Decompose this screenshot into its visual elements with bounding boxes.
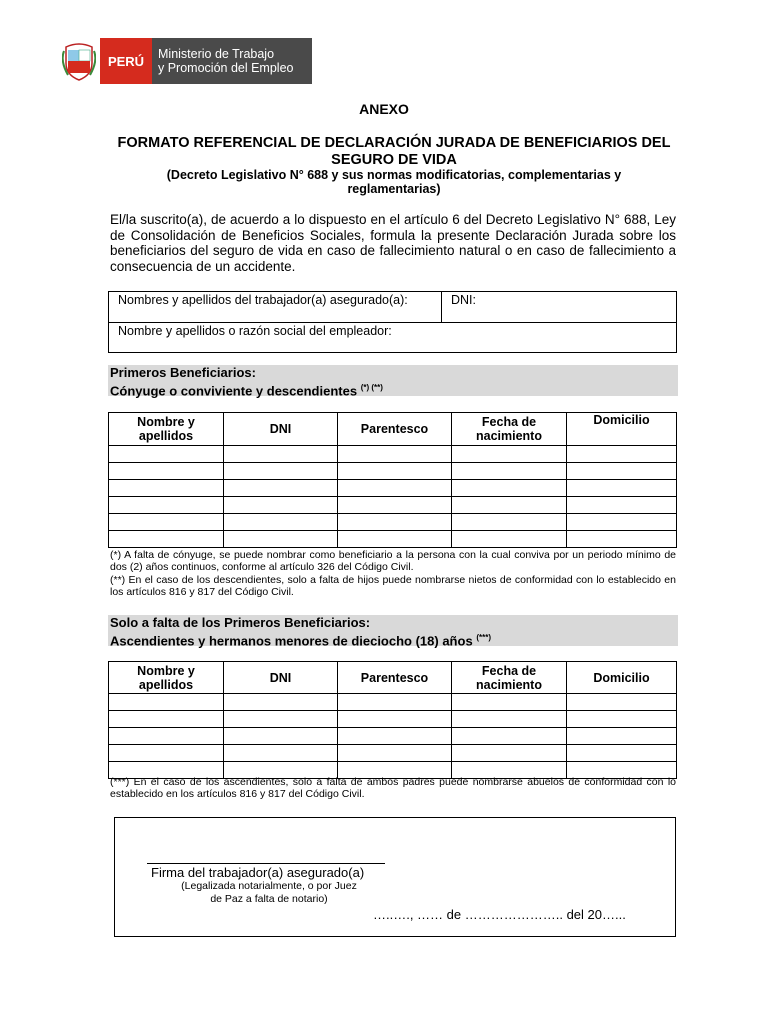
signature-label: Firma del trabajador(a) asegurado(a): [151, 865, 365, 880]
table-cell[interactable]: [338, 694, 452, 711]
ministry-name: [152, 38, 312, 84]
table-cell[interactable]: [452, 514, 567, 531]
col-name: Nombre y apellidos: [109, 662, 224, 694]
worker-dni-field[interactable]: DNI:: [442, 292, 677, 323]
table-cell[interactable]: [224, 694, 338, 711]
table-row: [109, 514, 677, 531]
ministry-header: [58, 38, 312, 84]
table-cell[interactable]: [452, 463, 567, 480]
table-cell[interactable]: [109, 480, 224, 497]
table-cell[interactable]: [224, 497, 338, 514]
table-cell[interactable]: [452, 745, 567, 762]
table-cell[interactable]: [338, 463, 452, 480]
table-cell[interactable]: [338, 745, 452, 762]
table-cell[interactable]: [224, 514, 338, 531]
table-cell[interactable]: [224, 531, 338, 548]
document-subtitle: (Decreto Legislativo N° 688 y sus normas modificatorias, complementarias y reglamentarias): [166, 168, 622, 196]
table-cell[interactable]: [109, 531, 224, 548]
annex-title: ANEXO: [359, 101, 409, 117]
col-relation: Parentesco: [338, 413, 452, 446]
peru-label: PERÚ: [100, 38, 152, 84]
table-cell[interactable]: [338, 446, 452, 463]
table-cell[interactable]: [452, 711, 567, 728]
table-row: [109, 694, 677, 711]
table-cell[interactable]: [567, 711, 677, 728]
col-name: Nombre y apellidos: [109, 413, 224, 446]
ministry-line-1: Ministerio de Trabajo: [158, 47, 275, 61]
footnote-3: (***) En el caso de los ascendientes, solo a falta de ambos padres puede nombrarse abuelos de conformidad con lo establecido en los artículos 816 y 817 del Código Civil.: [110, 776, 676, 800]
col-dni: DNI: [224, 413, 338, 446]
table-cell[interactable]: [338, 497, 452, 514]
table-row: [109, 531, 677, 548]
section-secondary-beneficiaries: [108, 615, 678, 649]
table-cell[interactable]: [567, 446, 677, 463]
intro-paragraph: El/la suscrito(a), de acuerdo a lo dispuesto en el artículo 6 del Decreto Legislativo N° 688, Ley de Consolidación de Beneficios Sociales, formula la presente Declaración Jurada sobre los beneficiarios del seguro de vida en caso de fallecimiento natural o en caso de fallecimiento a consecuencia de un accidente.: [110, 212, 676, 274]
footnote-1: (*) A falta de cónyuge, se puede nombrar como beneficiario a la persona con la cual conviva por un periodo mínimo de dos (2) años continuos, conforme al artículo 326 del Código Civil.: [110, 549, 676, 573]
col-dni: DNI: [224, 662, 338, 694]
table-cell[interactable]: [567, 728, 677, 745]
table-cell[interactable]: [338, 711, 452, 728]
table-row: [109, 711, 677, 728]
table-cell[interactable]: [452, 497, 567, 514]
section2-heading: Solo a falta de los Primeros Beneficiarios:: [110, 615, 371, 630]
date-line[interactable]: …..…., …… de ………………….. del 20…...: [373, 907, 626, 922]
table-cell[interactable]: [452, 728, 567, 745]
table-cell[interactable]: [338, 514, 452, 531]
table-cell[interactable]: [338, 531, 452, 548]
section1-heading: Primeros Beneficiarios:: [110, 365, 256, 380]
worker-name-field[interactable]: Nombres y apellidos del trabajador(a) asegurado(a):: [109, 292, 442, 323]
table-cell[interactable]: [109, 728, 224, 745]
section2-subheading: Ascendientes y hermanos menores de dieciocho (18) años (***): [110, 633, 491, 649]
table-cell[interactable]: [109, 497, 224, 514]
table-cell[interactable]: [224, 728, 338, 745]
col-birth: Fecha de nacimiento: [452, 413, 567, 446]
signature-box: [114, 817, 676, 937]
col-birth: Fecha de nacimiento: [452, 662, 567, 694]
table-cell[interactable]: [452, 480, 567, 497]
table-cell[interactable]: [338, 728, 452, 745]
section-primary-beneficiaries: [108, 365, 678, 399]
table-row: [109, 728, 677, 745]
footnote-2: (**) En el caso de los descendientes, solo a falta de hijos puede nombrarse nietos de conformidad con lo establecido en los artículos 816 y 817 del Código Civil.: [110, 574, 676, 598]
table-cell[interactable]: [109, 711, 224, 728]
table-cell[interactable]: [452, 694, 567, 711]
section1-subheading: Cónyuge o conviviente y descendientes (*) (**): [110, 383, 383, 399]
table-cell[interactable]: [109, 514, 224, 531]
table-cell[interactable]: [567, 463, 677, 480]
table-cell[interactable]: [452, 531, 567, 548]
table-cell[interactable]: [224, 480, 338, 497]
table-cell[interactable]: [109, 463, 224, 480]
table-row: [109, 745, 677, 762]
table-row: [109, 497, 677, 514]
table-cell[interactable]: [224, 745, 338, 762]
col-relation: Parentesco: [338, 662, 452, 694]
table-row: [109, 480, 677, 497]
table-cell[interactable]: [109, 745, 224, 762]
col-address: Domicilio: [567, 413, 677, 446]
table-row: [109, 463, 677, 480]
table-cell[interactable]: [567, 694, 677, 711]
signature-line[interactable]: [147, 863, 385, 864]
worker-info-table: [108, 291, 677, 353]
ministry-line-2: y Promoción del Empleo: [158, 61, 294, 75]
table-cell[interactable]: [567, 745, 677, 762]
table-row: [109, 446, 677, 463]
table-cell[interactable]: [224, 463, 338, 480]
table-cell[interactable]: [567, 480, 677, 497]
table-cell[interactable]: [452, 446, 567, 463]
coat-of-arms-icon: [58, 38, 100, 84]
employer-name-field[interactable]: Nombre y apellidos o razón social del empleador:: [109, 323, 677, 353]
table-cell[interactable]: [109, 694, 224, 711]
table-cell[interactable]: [567, 531, 677, 548]
secondary-beneficiaries-table: [108, 661, 677, 779]
signature-note: (Legalizada notarialmente, o por Juez de Paz a falta de notario): [181, 880, 357, 905]
table-cell[interactable]: [224, 711, 338, 728]
primary-beneficiaries-table: [108, 412, 677, 548]
document-title: FORMATO REFERENCIAL DE DECLARACIÓN JURADA DE BENEFICIARIOS DEL SEGURO DE VIDA: [117, 135, 671, 168]
table-cell[interactable]: [567, 514, 677, 531]
table-cell[interactable]: [109, 446, 224, 463]
col-address: Domicilio: [567, 662, 677, 694]
table-cell[interactable]: [338, 480, 452, 497]
table-cell[interactable]: [567, 497, 677, 514]
table-cell[interactable]: [224, 446, 338, 463]
